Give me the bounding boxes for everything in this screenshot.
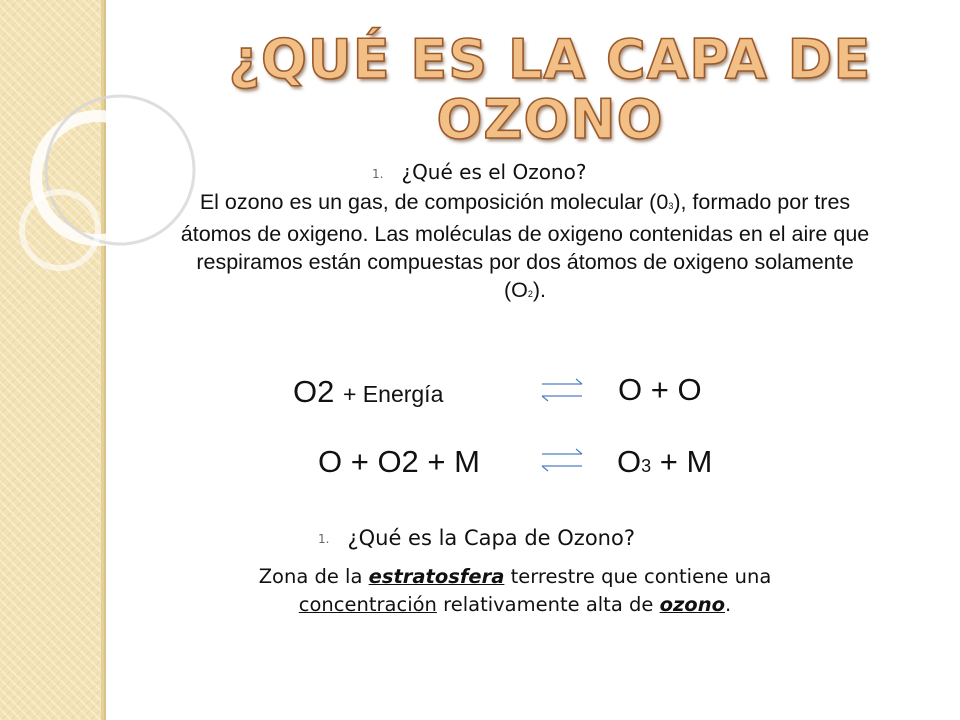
equation-1-right: O + O [618,372,702,407]
layer-text-4: . [725,593,732,616]
ozone-layer-definition [190,563,840,619]
subscript-2: 2 [527,289,533,299]
definition-text-b: ), formado por tres átomos de oxigeno. Las moléculas de oxigeno contenidas en el aire que respiramos están compuestas por dos átomos de oxigeno solamente (O [180,190,870,302]
ozone-definition [175,188,875,308]
question-1-text: ¿Qué es el Ozono? [401,160,587,184]
slide-title: ¿QUÉ ES LA CAPA DE OZONO [228,28,872,151]
stratosphere-link[interactable]: estratosfera [368,565,505,588]
ozone-link[interactable]: ozono [659,593,725,616]
equilibrium-arrow-icon [538,376,588,404]
layer-text-1: Zona de la [258,565,369,588]
list-number: 1. [318,532,330,546]
question-2 [318,526,635,550]
eq1-reactant: O2 [293,374,335,409]
subscript-3: 3 [668,201,674,211]
equation-1-left [293,374,443,410]
concentration-link[interactable]: concentración [298,593,437,616]
list-number: 1. [372,166,384,181]
layer-text-2: terrestre que contiene una [504,565,772,588]
definition-text-a: El ozono es un gas, de composición molecular (0 [199,190,669,214]
equation-2-left: O + O2 + M [318,444,480,479]
eq1-energy: + Energía [342,381,444,407]
equilibrium-arrow-icon [538,446,588,474]
eq2-product: O [617,444,642,479]
layer-text-3: relativamente alta de [436,593,660,616]
eq2-subscript: 3 [641,456,652,476]
eq2-m: + M [659,444,713,479]
question-2-text: ¿Qué es la Capa de Ozono? [347,526,635,550]
question-1 [372,160,586,184]
definition-text-c: ). [532,278,547,302]
equation-2-right [617,444,712,480]
